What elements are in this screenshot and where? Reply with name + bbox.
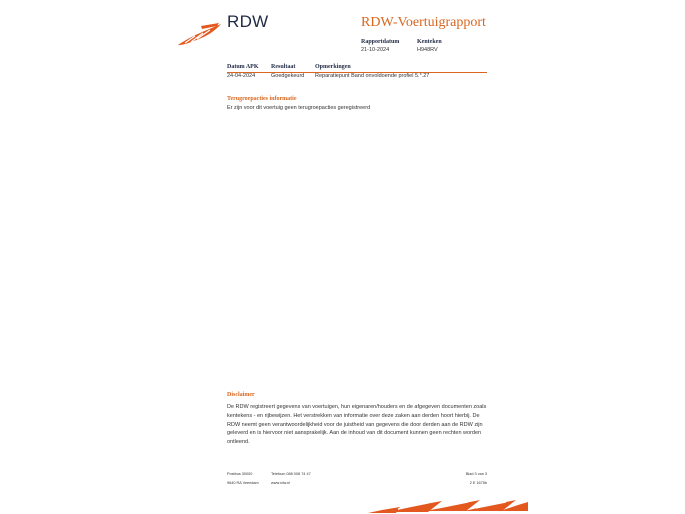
apk-header-result: Resultaat [271,64,296,70]
recalls-title: Terugroepacties informatie [227,96,297,102]
license-plate-label: Kenteken [417,39,442,45]
apk-header-date: Datum APK [227,64,259,70]
footer-website[interactable]: www.rdw.nl [271,481,290,485]
license-plate-value: H948RV [417,47,438,53]
rdw-logo-text: RDW [227,12,269,31]
apk-header-remarks: Opmerkingen [315,64,351,70]
footer-code: 2 E 1675b [469,481,487,485]
report-date-value: 21-10-2024 [361,47,390,53]
footer-postbus: Postbus 30000 [227,472,253,476]
apk-row-remarks: Reparatiepunt Band onvoldoende profiel 5.*.27 [315,73,430,79]
footer-city: 9640 RA Veendam [227,481,259,485]
apk-row-result: Goedgekeurd [271,73,305,79]
disclaimer-text: De RDW registreert gegevens van voertuigen, hun eigenaren/houders en de afgegeven documenten zoals kentekens - en rijbewijzen. Het verstrekken van informatie over deze zaken aan derden hoort hierbij. De RDW neemt geen verantwoordelijkheid voor de juistheid van gegevens die door derden aan de RDW zijn geleverd en is hiervoor niet aansprakelijk. Aan de inhoud van dit document kunnen geen rechten worden ontleend. [227,404,487,446]
rdw-bird-icon [177,22,221,46]
apk-row-date: 24-04-2024 [227,73,256,79]
report-date-label: Rapportdatum [361,39,400,45]
recalls-text: Er zijn voor dit voertuig geen terugroepacties geregistreerd [227,105,371,111]
footer-page: Blad 3 van 3 [465,472,487,476]
disclaimer-title: Disclaimer [227,392,255,398]
footer-phone: Telefoon 088 008 74 47 [271,472,311,476]
report-title: RDW-Voertuigrapport [361,15,486,30]
rdw-wave-graphic-icon [368,499,528,514]
